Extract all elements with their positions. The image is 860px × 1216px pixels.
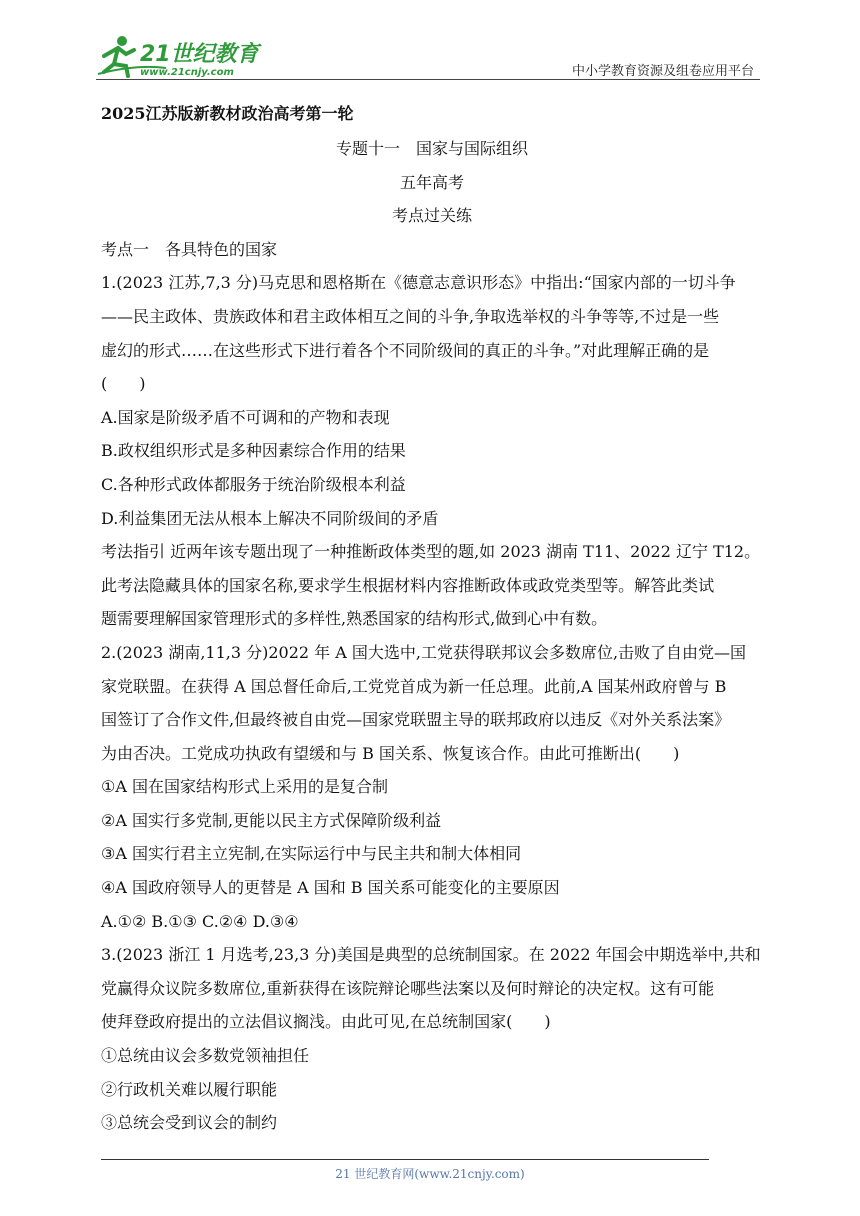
option-a: A.国家是阶级矛盾不可调和的产物和表现	[101, 407, 390, 427]
topic-heading: 专题十一 国家与国际组织	[335, 139, 528, 158]
question-stem-line: 使拜登政府提出的立法倡议搁浅。由此可见,在总统制国家( )	[101, 1012, 551, 1032]
section-heading: 五年高考	[399, 172, 464, 192]
statement-4: ④A 国政府领导人的更替是 A 国和 B 国关系可能变化的主要原因	[101, 878, 560, 898]
guide-line: 题需要理解国家管理形式的多样性,熟悉国家的结构形式,做到心中有数。	[101, 609, 608, 629]
logo-text: 21世纪教育	[140, 42, 259, 67]
guide-line: 此考法隐藏具体的国家名称,要求学生根据材料内容推断政体或政党类型等。解答此类试	[101, 575, 715, 595]
question-stem-line: 家党联盟。在获得 A 国总督任命后,工党党首成为新一任总理。此前,A 国某州政府曾与 B	[101, 676, 727, 696]
question-stem-line: 虚幻的形式……在这些形式下进行着各个不同阶级间的真正的斗争。”对此理解正确的是	[101, 340, 710, 360]
header-platform-text: 中小学教育资源及组卷应用平台	[571, 64, 754, 79]
statement-1: ①A 国在国家结构形式上采用的是复合制	[101, 777, 388, 797]
question-stem-line: 为由否决。工党成功执政有望缓和与 B 国关系、恢复该合作。由此可推断出( )	[101, 743, 680, 763]
question-stem-line: 1.(2023 江苏,7,3 分)马克思和恩格斯在《德意志意识形态》中指出:“国家内部的一切斗争	[101, 273, 736, 293]
statement-2: ②行政机关难以履行职能	[101, 1079, 278, 1099]
site-logo	[96, 34, 266, 80]
statement-3: ③总统会受到议会的制约	[101, 1113, 278, 1133]
question-1	[101, 266, 763, 535]
answer-blank: ( )	[101, 374, 146, 394]
question-stem-line: 党赢得众议院多数席位,重新获得在该院辩论哪些法案以及何时辩论的决定权。这有可能	[101, 978, 715, 998]
statement-3: ③A 国实行君主立宪制,在实际运行中与民主共和制大体相同	[101, 844, 522, 864]
question-stem-line: ——民主政体、贵族政体和君主政体相互之间的斗争,争取选举权的斗争等等,不过是一些	[101, 306, 720, 326]
option-d: D.利益集团无法从根本上解决不同阶级间的矛盾	[101, 508, 439, 528]
page-header	[96, 34, 760, 84]
statement-2: ②A 国实行多党制,更能以民主方式保障阶级利益	[101, 810, 442, 830]
answer-options: A.①② B.①③ C.②④ D.③④	[101, 911, 299, 931]
question-stem-line: 国签订了合作文件,但最终被自由党—国家党联盟主导的联邦政府以违反《对外关系法案》	[101, 710, 731, 730]
header-divider	[96, 79, 760, 80]
question-stem-line: 2.(2023 湖南,11,3 分)2022 年 A 国大选中,工党获得联邦议会多数席位,击败了自由党—国	[101, 642, 747, 662]
exam-guide	[101, 535, 763, 636]
kaodian-heading: 考点一 各具特色的国家	[101, 239, 278, 259]
subsection-heading: 考点过关练	[391, 206, 472, 226]
document-body	[101, 100, 763, 1140]
option-c: C.各种形式政体都服务于统治阶级根本利益	[101, 474, 406, 494]
question-stem-line: 3.(2023 浙江 1 月选考,23,3 分)美国是典型的总统制国家。在 2022 年国会中期选举中,共和	[101, 945, 761, 965]
question-2	[101, 636, 763, 938]
statement-1: ①总统由议会多数党领袖担任	[101, 1046, 310, 1066]
footer-divider	[101, 1159, 709, 1160]
question-3	[101, 938, 763, 1140]
document-title: 2025江苏版新教材政治高考第一轮	[101, 104, 354, 123]
logo-url: www.21cnjy.com	[140, 67, 234, 78]
guide-line: 考法指引 近两年该专题出现了一种推断政体类型的题,如 2023 湖南 T11、2022 辽宁 T12。	[101, 542, 761, 562]
option-b: B.政权组织形式是多种因素综合作用的结果	[101, 441, 406, 461]
footer-text[interactable]: 21 世纪教育网(www.21cnjy.com)	[335, 1167, 525, 1181]
